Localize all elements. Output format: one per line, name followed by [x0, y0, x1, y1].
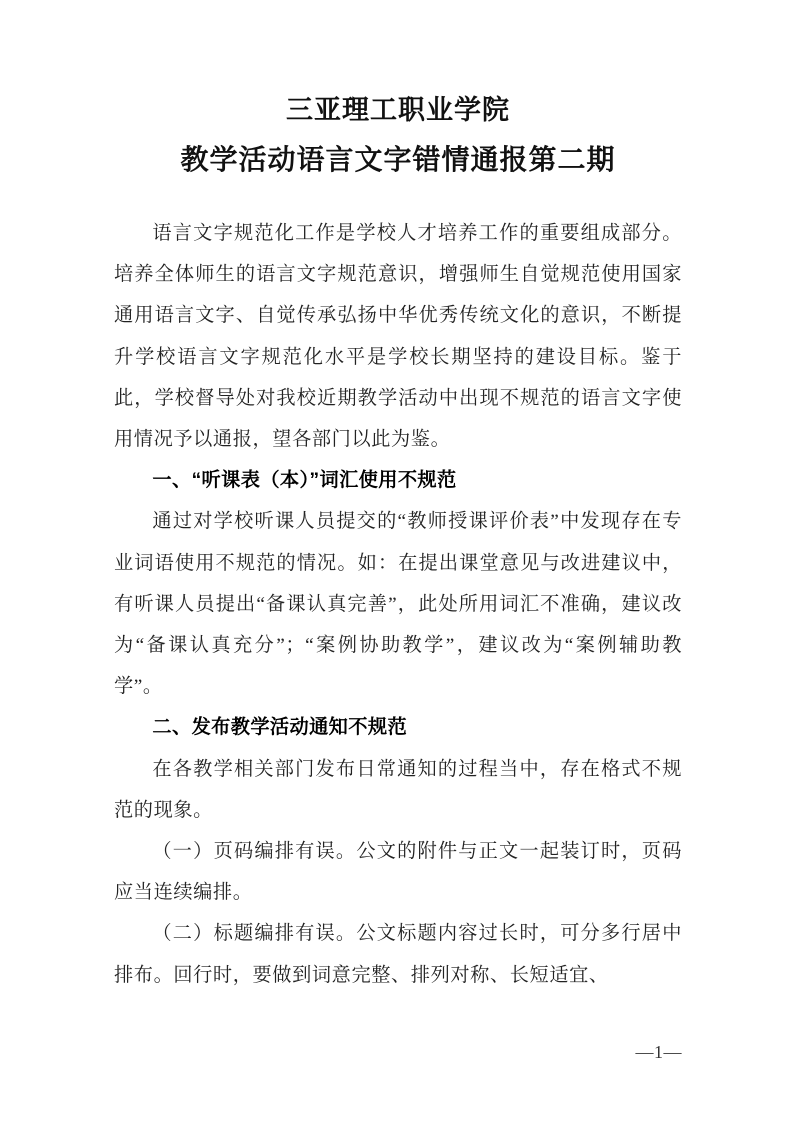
- document-body: [114, 213, 682, 996]
- section-two-item-two: （二）标题编排有误。公文标题内容过长时，可分多行居中排布。回行时，要做到词意完整、排列对称、长短适宜、: [114, 923, 682, 986]
- section-two-paragraph: 在各教学相关部门发布日常通知的过程当中，存在格式不规范的现象。: [114, 758, 682, 821]
- document-title: [114, 88, 682, 183]
- section-two-item-one: （一）页码编排有误。公文的附件与正文一起装订时，页码应当连续编排。: [114, 841, 682, 904]
- page-footer: [114, 1040, 682, 1064]
- title-line-subject: 教学活动语言文字错情通报第二期: [180, 145, 616, 176]
- section-heading-two: 二、发布教学活动通知不规范: [152, 717, 408, 739]
- page-number: —1—: [635, 1042, 682, 1062]
- intro-paragraph: 语言文字规范化工作是学校人才培养工作的重要组成部分。培养全体师生的语言文字规范意识，增强师生自觉规范使用国家通用语言文字、自觉传承弘扬中华优秀传统文化的意识，不断提升学校语言文字规范化水平是学校长期坚持的建设目标。鉴于此，学校督导处对我校近期教学活动中出现不规范的语言文字使用情况予以通报，望各部门以此为鉴。: [114, 223, 682, 451]
- section-heading-one: 一、“听课表（本）”词汇使用不规范: [152, 470, 457, 492]
- document-content: [114, 88, 682, 996]
- title-line-institution: 三亚理工职业学院: [286, 95, 510, 125]
- section-one-paragraph: 通过对学校听课人员提交的“教师授课评价表”中发现存在专业词语使用不规范的情况。如：在提出课堂意见与改进建议中，有听课人员提出“备课认真完善”，此处所用词汇不准确，建议改为“备课认真充分”；“案例协助教学”，建议改为“案例辅助教学”。: [114, 511, 682, 698]
